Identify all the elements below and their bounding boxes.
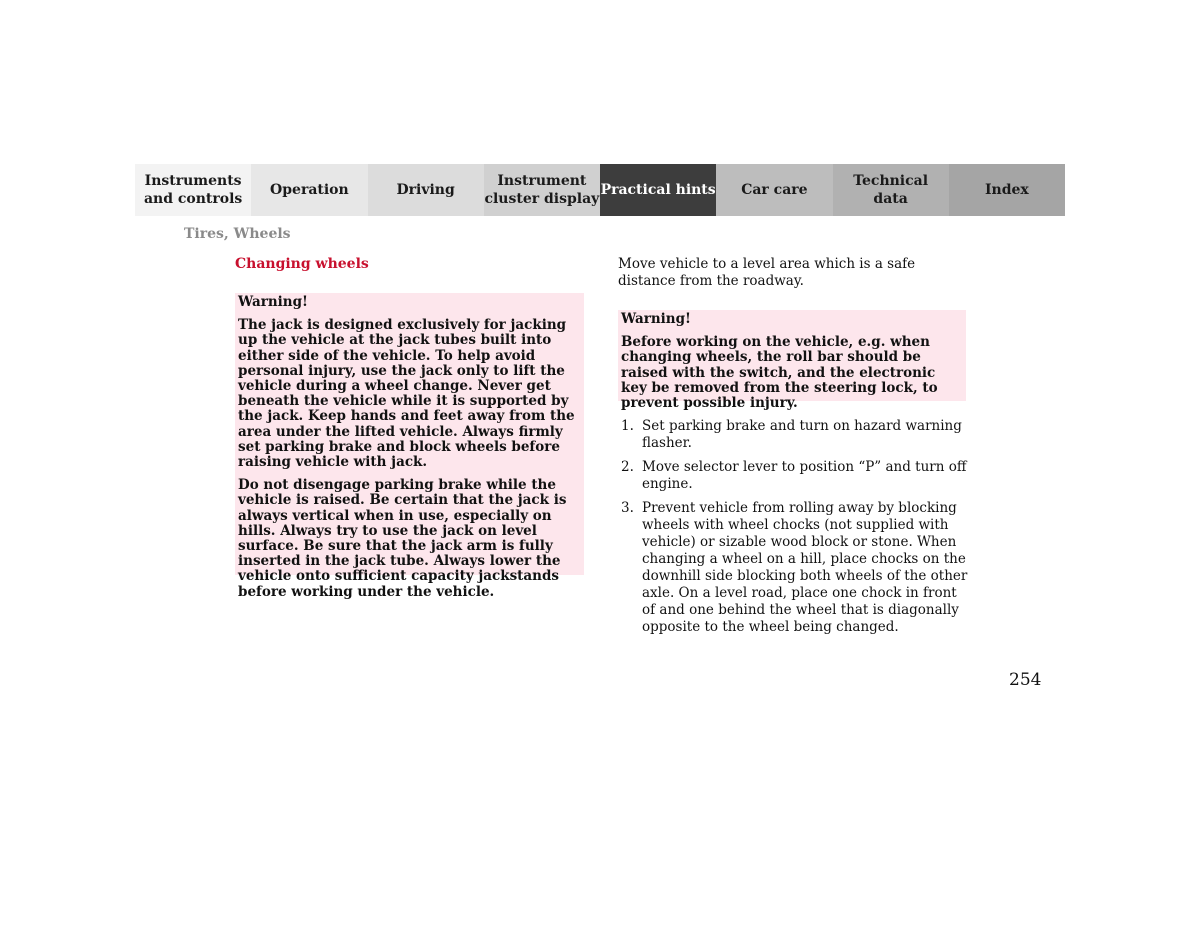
tab-instruments-and-controls[interactable]: Instruments and controls xyxy=(135,164,251,216)
intro-text: Move vehicle to a level area which is a safe distance from the roadway. xyxy=(618,256,916,289)
tab-operation[interactable]: Operation xyxy=(251,164,367,216)
list-item xyxy=(618,418,968,452)
jack-warning-box xyxy=(235,293,584,600)
tab-car-care[interactable]: Car care xyxy=(716,164,832,216)
page-number: 254 xyxy=(1009,670,1042,690)
tab-index[interactable]: Index xyxy=(949,164,1065,216)
tab-technical-data[interactable]: Technical data xyxy=(833,164,949,216)
step-number: 2. xyxy=(621,459,634,475)
step-number: 3. xyxy=(621,500,634,516)
tab-practical-hints[interactable]: Practical hints xyxy=(600,164,716,216)
section-title: Changing wheels xyxy=(235,256,369,272)
chapter-tabs xyxy=(135,164,1065,216)
warning-paragraph: Do not disengage parking brake while the vehicle is raised. Be certain that the jack is always vertical when in use, especially on hills. Always try to use the jack on level surface. Be sure that the jack arm is fully inserted in the jack tube. Always lower the vehicle onto sufficient capacity jackstands before working under the vehicle. xyxy=(238,477,567,600)
step-text: Set parking brake and turn on hazard warning flasher. xyxy=(642,418,962,451)
warning-paragraph: Before working on the vehicle, e.g. when changing wheels, the roll bar should be raised with the switch, and the electronic key be removed from the steering lock, to prevent possible injury. xyxy=(621,334,938,412)
warning-title: Warning! xyxy=(238,294,308,310)
step-number: 1. xyxy=(621,418,634,434)
list-item xyxy=(618,459,968,493)
list-item xyxy=(618,500,968,636)
roll-bar-warning-box xyxy=(618,310,966,412)
step-list xyxy=(618,418,968,643)
tab-driving[interactable]: Driving xyxy=(368,164,484,216)
tab-instrument-cluster-display[interactable]: Instrument cluster display xyxy=(484,164,600,216)
step-text: Prevent vehicle from rolling away by blocking wheels with wheel chocks (not supplied with vehicle) or sizable wood block or stone. When changing a wheel on a hill, place chocks on the downhill side blocking both wheels of the other axle. On a level road, place one chock in front of and one behind the wheel that is diagonally opposite to the wheel being changed. xyxy=(642,500,968,635)
step-text: Move selector lever to position “P” and turn off engine. xyxy=(642,459,967,492)
breadcrumb: Tires, Wheels xyxy=(184,226,291,242)
warning-title: Warning! xyxy=(621,311,691,327)
warning-paragraph: The jack is designed exclusively for jacking up the vehicle at the jack tubes built into either side of the vehicle. To help avoid personal injury, use the jack only to lift the vehicle during a wheel change. Never get beneath the vehicle while it is supported by the jack. Keep hands and feet away from the area under the lifted vehicle. Always firmly set parking brake and block wheels before raising vehicle with jack. xyxy=(238,317,575,471)
